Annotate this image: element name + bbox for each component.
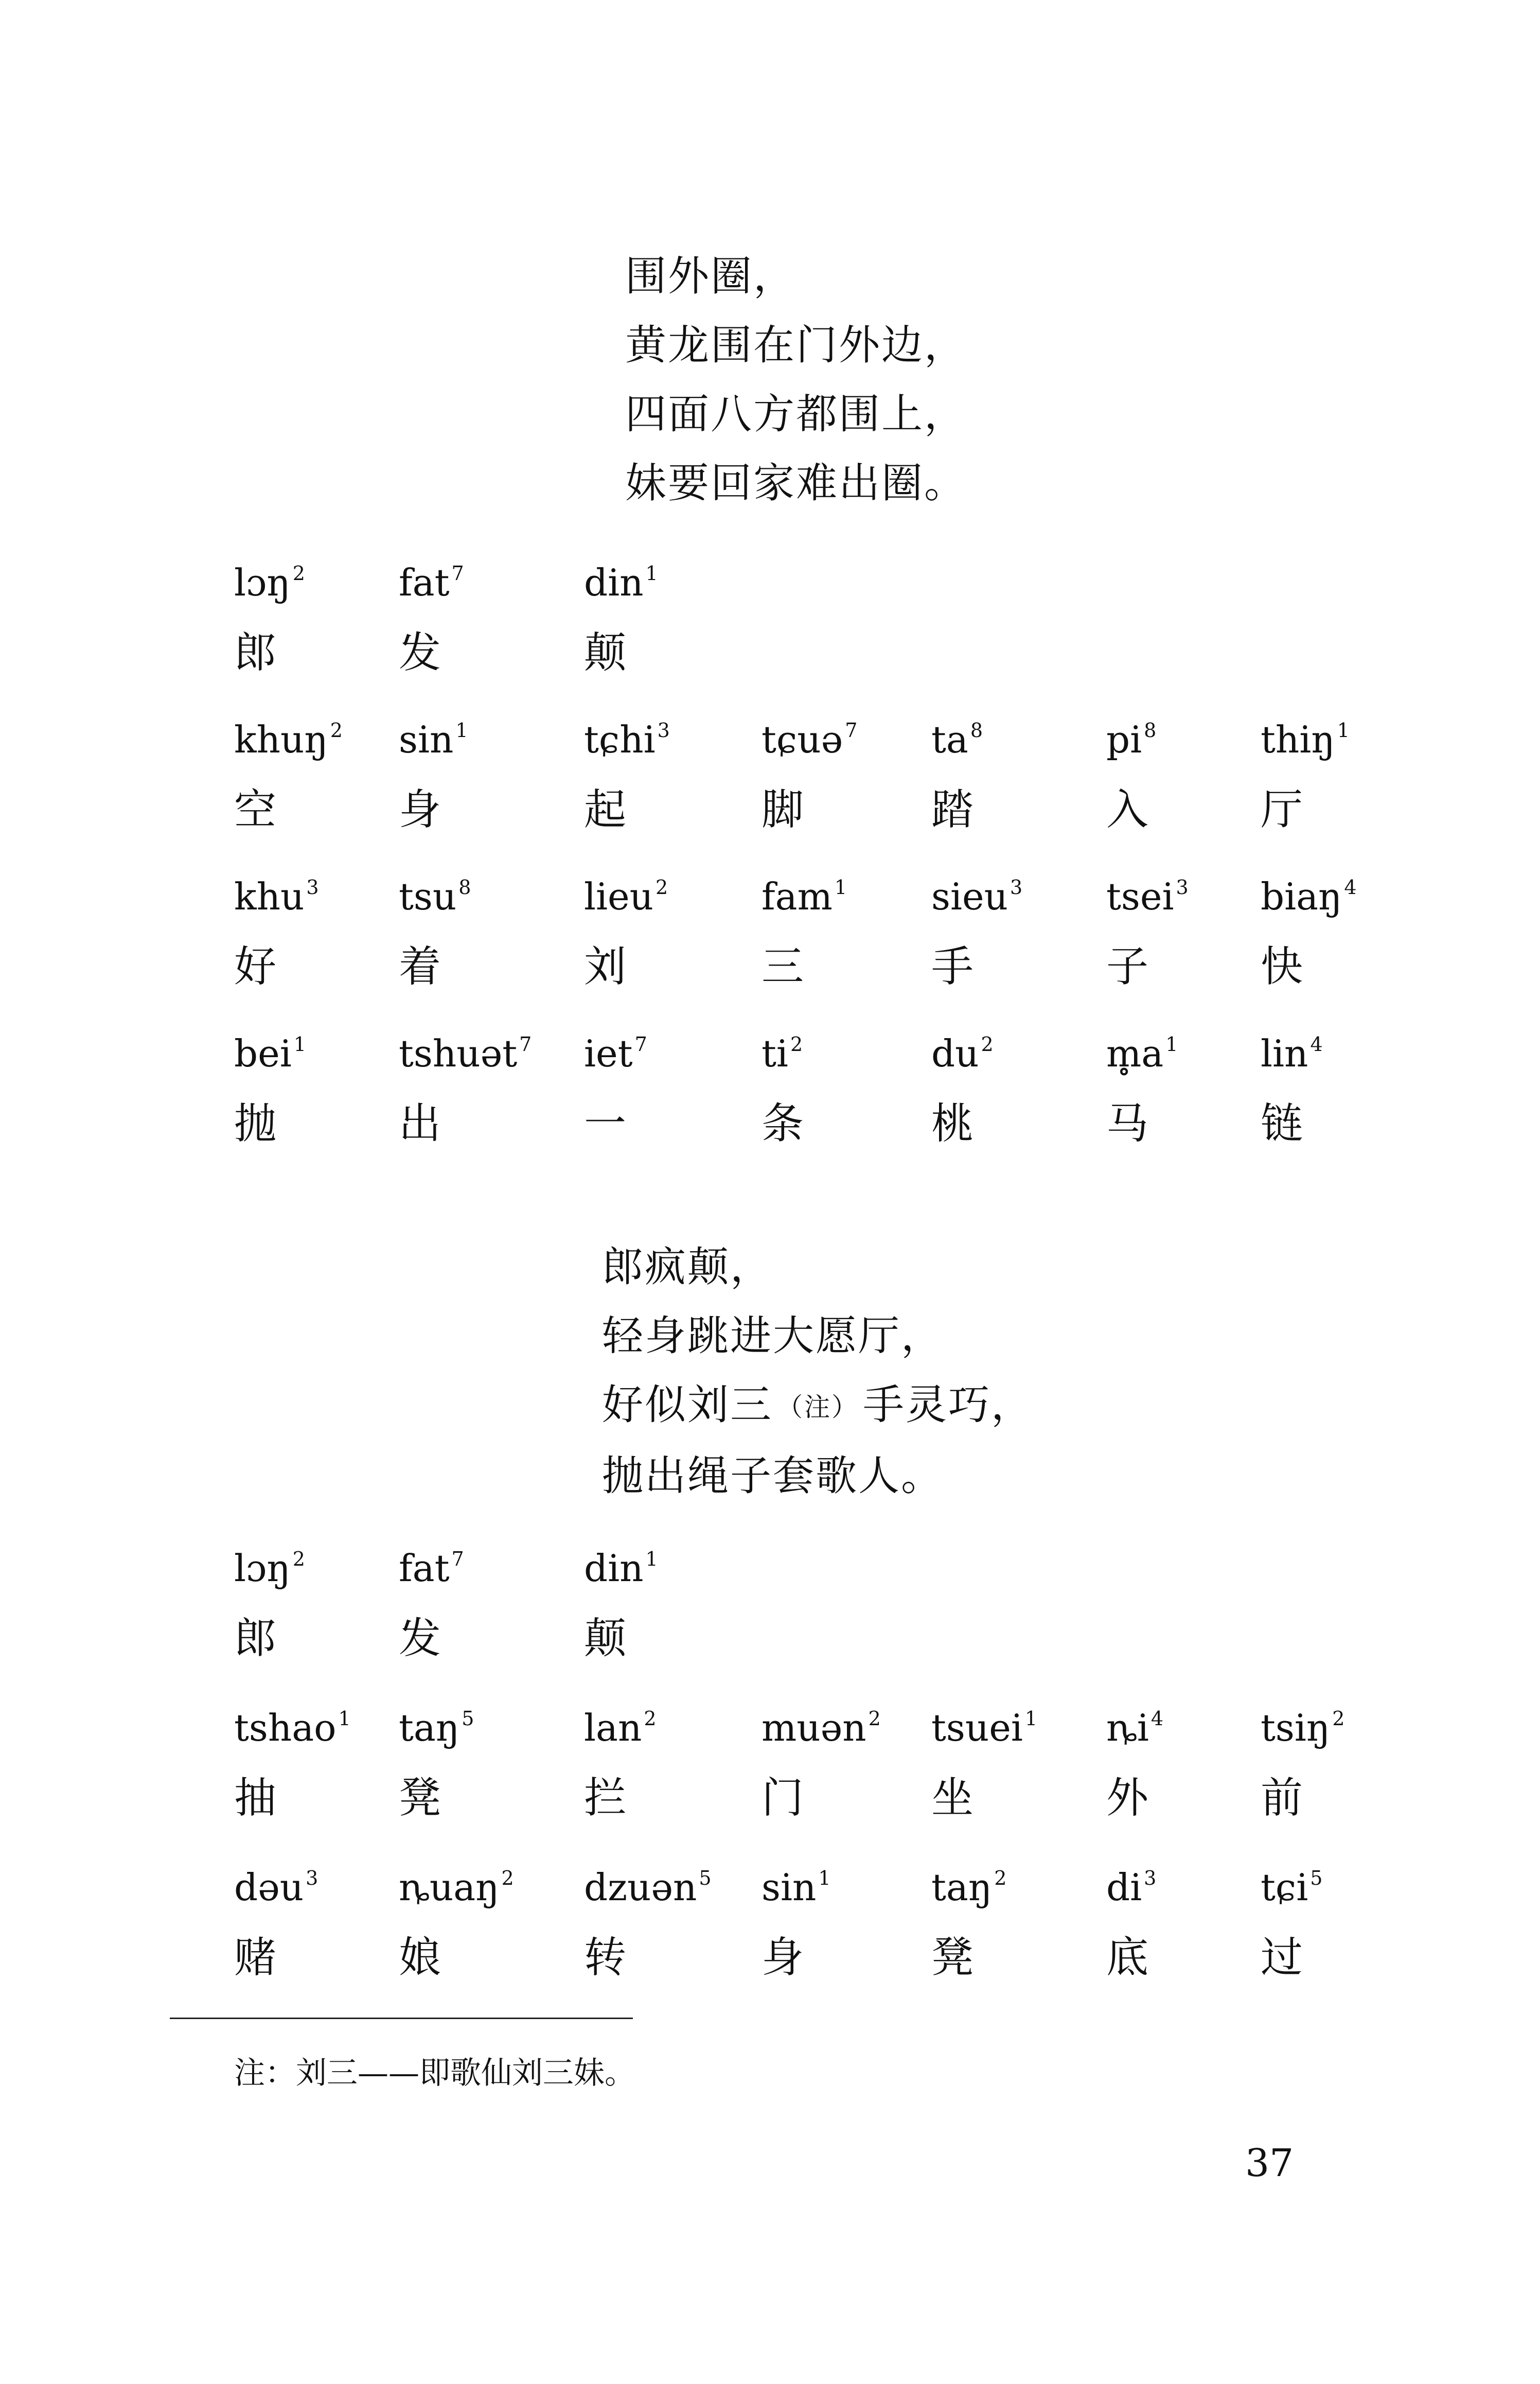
chinese-character: 门	[762, 1774, 804, 1822]
tone-number: 3	[1176, 876, 1189, 899]
chinese-character: 拦	[584, 1774, 627, 1822]
romanization	[399, 718, 468, 761]
tone-number: 2	[981, 1033, 994, 1056]
romanization	[762, 1706, 881, 1749]
tone-number: 2	[790, 1033, 803, 1056]
gloss-pair	[399, 561, 464, 677]
chinese-character: 娘	[399, 1933, 441, 1982]
gloss-pair	[234, 718, 343, 834]
romanization	[1261, 1866, 1323, 1909]
gloss-pair	[234, 1032, 306, 1148]
tone-number: 8	[458, 876, 471, 899]
romanization-syllable: lɔŋ	[234, 561, 291, 604]
chinese-character: 起	[584, 785, 627, 834]
verse-text: 手灵巧，	[863, 1381, 1034, 1429]
gloss-pair	[234, 1547, 305, 1663]
chinese-character: 厅	[1261, 785, 1303, 834]
chinese-character: 桃	[931, 1099, 974, 1148]
gloss-pair	[234, 561, 305, 677]
chinese-character: 颠	[584, 628, 627, 677]
gloss-pair	[234, 1706, 351, 1822]
tone-number: 3	[657, 719, 670, 742]
gloss-pair	[584, 1706, 657, 1822]
tone-number: 2	[868, 1707, 881, 1730]
gloss-pair	[762, 875, 847, 991]
chinese-character: 外	[1106, 1774, 1149, 1822]
romanization-syllable: tshuət	[399, 1032, 518, 1075]
gloss-row	[0, 1866, 1540, 1982]
gloss-pair	[1106, 718, 1157, 834]
romanization-syllable: tsei	[1106, 875, 1174, 918]
romanization-syllable: thiŋ	[1261, 718, 1335, 761]
footnote-divider	[170, 2018, 633, 2019]
tone-number: 3	[306, 876, 319, 899]
chinese-character: 条	[762, 1099, 804, 1148]
romanization	[762, 875, 847, 918]
romanization	[234, 875, 319, 918]
verse-2	[602, 1233, 1034, 1511]
romanization-syllable: dəu	[234, 1866, 304, 1909]
gloss-pair	[1261, 1706, 1345, 1822]
romanization	[1106, 1706, 1164, 1749]
romanization	[931, 718, 983, 761]
romanization-syllable: tɕuə	[762, 718, 843, 761]
romanization-syllable: biaŋ	[1261, 875, 1342, 918]
romanization	[1261, 1032, 1323, 1075]
tone-number: 2	[501, 1867, 514, 1889]
romanization	[234, 1866, 318, 1909]
romanization	[1261, 875, 1357, 918]
romanization	[931, 875, 1023, 918]
tone-number: 5	[699, 1867, 712, 1889]
gloss-pair	[762, 1706, 881, 1822]
romanization	[762, 1866, 831, 1909]
gloss-pair	[399, 1547, 464, 1663]
romanization	[1106, 718, 1157, 761]
romanization	[399, 1547, 464, 1590]
romanization	[234, 718, 343, 761]
tone-number: 2	[644, 1707, 657, 1730]
romanization-syllable: din	[584, 1547, 644, 1590]
chinese-character: 子	[1106, 942, 1149, 991]
tone-number: 1	[338, 1707, 351, 1730]
gloss-pair	[584, 1866, 712, 1982]
romanization-syllable: muən	[762, 1706, 866, 1749]
chinese-character: 发	[399, 1614, 441, 1663]
romanization	[399, 1866, 514, 1909]
romanization	[584, 718, 670, 761]
gloss-pair	[931, 1866, 1007, 1982]
romanization	[584, 875, 668, 918]
chinese-character: 前	[1261, 1774, 1303, 1822]
romanization	[584, 1706, 657, 1749]
romanization	[234, 1706, 351, 1749]
gloss-pair	[931, 1032, 994, 1148]
chinese-character: 马	[1106, 1099, 1149, 1148]
gloss-pair	[234, 875, 319, 991]
verse-line: 妹要回家难出圈。	[625, 459, 967, 507]
tone-number: 2	[330, 719, 343, 742]
chinese-character: 赌	[234, 1933, 277, 1982]
chinese-character: 郎	[234, 628, 277, 677]
chinese-character: 身	[399, 785, 441, 834]
tone-number: 5	[1310, 1867, 1323, 1889]
chinese-character: 三	[762, 942, 804, 991]
romanization	[399, 561, 464, 604]
gloss-pair	[399, 718, 468, 834]
gloss-pair	[762, 1032, 804, 1148]
tone-number: 8	[1144, 719, 1157, 742]
romanization-syllable: sin	[399, 718, 454, 761]
romanization	[234, 1547, 305, 1590]
gloss-pair	[399, 1706, 474, 1822]
chinese-character: 转	[584, 1933, 627, 1982]
gloss-pair	[931, 1706, 1038, 1822]
romanization-syllable: tɕi	[1261, 1866, 1308, 1909]
romanization	[234, 1032, 306, 1075]
gloss-pair	[584, 1547, 658, 1663]
gloss-pair	[1261, 1866, 1323, 1982]
tone-number: 1	[818, 1867, 831, 1889]
romanization	[1261, 1706, 1345, 1749]
romanization	[1106, 875, 1189, 918]
tone-number: 7	[845, 719, 858, 742]
romanization	[931, 1706, 1038, 1749]
chinese-character: 身	[762, 1933, 804, 1982]
gloss-pair	[1261, 718, 1350, 834]
gloss-pair	[1106, 1866, 1157, 1982]
tone-number: 2	[994, 1867, 1007, 1889]
romanization-syllable: dzuən	[584, 1866, 697, 1909]
romanization	[234, 561, 305, 604]
tone-number: 4	[1344, 876, 1357, 899]
romanization-syllable: taŋ	[399, 1706, 460, 1749]
verse-line: 抛出绳子套歌人。	[602, 1452, 944, 1500]
romanization	[399, 875, 471, 918]
chinese-character: 踏	[931, 785, 974, 834]
gloss-pair	[762, 1866, 831, 1982]
romanization-syllable: tshao	[234, 1706, 337, 1749]
romanization-syllable: lieu	[584, 875, 654, 918]
tone-number: 2	[1332, 1707, 1345, 1730]
romanization-syllable: pi	[1106, 718, 1142, 761]
romanization-syllable: lan	[584, 1706, 642, 1749]
tone-number: 7	[451, 562, 464, 585]
romanization-syllable: fat	[399, 561, 450, 604]
gloss-pair	[1261, 875, 1357, 991]
chinese-character: 发	[399, 628, 441, 677]
tone-number: 3	[1010, 876, 1023, 899]
romanization	[399, 1706, 474, 1749]
romanization	[931, 1866, 1007, 1909]
tone-number: 1	[645, 1548, 658, 1570]
romanization-syllable: iet	[584, 1032, 633, 1075]
gloss-pair	[1106, 875, 1189, 991]
chinese-character: 一	[584, 1099, 627, 1148]
tone-number: 7	[634, 1033, 647, 1056]
romanization-syllable: lin	[1261, 1032, 1308, 1075]
verse-line: 轻身跳进大愿厅，	[602, 1312, 944, 1360]
page-number: 37	[1245, 2141, 1294, 2185]
verse-line: 黄龙围在门外边，	[625, 321, 967, 369]
romanization-syllable: sin	[762, 1866, 817, 1909]
chinese-character: 过	[1261, 1933, 1303, 1982]
gloss-pair	[1106, 1032, 1178, 1148]
gloss-pair	[931, 875, 1023, 991]
chinese-character: 链	[1261, 1099, 1303, 1148]
romanization-syllable: du	[931, 1032, 979, 1075]
gloss-row	[0, 1547, 1540, 1663]
tone-number: 1	[293, 1033, 306, 1056]
romanization-syllable: fat	[399, 1547, 450, 1590]
romanization-syllable: m̥a	[1106, 1032, 1164, 1075]
verse-line	[602, 1371, 1034, 1442]
verse-1	[625, 242, 967, 518]
chinese-character: 空	[234, 785, 277, 834]
romanization-syllable: fam	[762, 875, 833, 918]
romanization	[584, 1032, 647, 1075]
chinese-character: 坐	[931, 1774, 974, 1822]
chinese-character: 抽	[234, 1774, 277, 1822]
gloss-pair	[399, 1866, 514, 1982]
footnote: 注：刘三——即歌仙刘三妹。	[234, 2055, 635, 2091]
chinese-character: 着	[399, 942, 441, 991]
romanization-syllable: di	[1106, 1866, 1142, 1909]
romanization-syllable: sieu	[931, 875, 1008, 918]
romanization	[1106, 1866, 1157, 1909]
verse-line: 郎疯颠，	[602, 1243, 773, 1291]
tone-number: 2	[292, 1548, 305, 1570]
romanization-syllable: lɔŋ	[234, 1547, 291, 1590]
chinese-character: 好	[234, 942, 277, 991]
tone-number: 3	[1144, 1867, 1157, 1889]
tone-number: 5	[462, 1707, 474, 1730]
tone-number: 1	[645, 562, 658, 585]
gloss-pair	[1261, 1032, 1323, 1148]
tone-number: 8	[970, 719, 983, 742]
romanization	[931, 1032, 994, 1075]
chinese-character: 出	[399, 1099, 441, 1148]
tone-number: 2	[656, 876, 668, 899]
romanization-syllable: ta	[931, 718, 968, 761]
chinese-character: 入	[1106, 785, 1149, 834]
chinese-character: 脚	[762, 785, 804, 834]
romanization	[584, 1866, 712, 1909]
chinese-character: 抛	[234, 1099, 277, 1148]
chinese-character: 快	[1261, 942, 1303, 991]
romanization	[762, 718, 858, 761]
romanization	[762, 1032, 804, 1075]
chinese-character: 底	[1106, 1933, 1149, 1982]
gloss-pair	[584, 561, 658, 677]
romanization	[1106, 1032, 1178, 1075]
gloss-pair	[584, 875, 668, 991]
chinese-character: 颠	[584, 1614, 627, 1663]
tone-number: 7	[519, 1033, 532, 1056]
gloss-pair	[762, 718, 858, 834]
chinese-character: 刘	[584, 942, 627, 991]
romanization-syllable: ti	[762, 1032, 788, 1075]
verse-line: 围外圈，	[625, 252, 796, 300]
romanization	[1261, 718, 1350, 761]
tone-number: 2	[292, 562, 305, 585]
romanization-syllable: tsiŋ	[1261, 1706, 1331, 1749]
chinese-character: 郎	[234, 1614, 277, 1663]
romanization-syllable: taŋ	[931, 1866, 993, 1909]
gloss-pair	[931, 718, 983, 834]
romanization-syllable: din	[584, 561, 644, 604]
romanization-syllable: tɕhi	[584, 718, 656, 761]
gloss-pair	[1106, 1706, 1164, 1822]
tone-number: 1	[1337, 719, 1350, 742]
romanization-syllable: tsuei	[931, 1706, 1023, 1749]
chinese-character: 凳	[931, 1933, 974, 1982]
gloss-pair	[399, 1032, 532, 1148]
romanization	[584, 561, 658, 604]
romanization	[584, 1547, 658, 1590]
romanization-syllable: bei	[234, 1032, 292, 1075]
tone-number: 4	[1150, 1707, 1164, 1730]
romanization-syllable: khu	[234, 875, 305, 918]
romanization-syllable: ȵuaŋ	[399, 1866, 500, 1909]
romanization	[399, 1032, 532, 1075]
verse-line: 四面八方都围上，	[625, 390, 967, 438]
tone-number: 1	[1165, 1033, 1178, 1056]
verse-text: 好似刘三	[602, 1381, 773, 1429]
tone-number: 1	[455, 719, 468, 742]
tone-number: 4	[1310, 1033, 1323, 1056]
gloss-pair	[399, 875, 471, 991]
tone-number: 3	[306, 1867, 318, 1889]
romanization-syllable: ȵi	[1106, 1706, 1149, 1749]
gloss-pair	[584, 1032, 647, 1148]
gloss-pair	[584, 718, 670, 834]
romanization-syllable: tsu	[399, 875, 457, 918]
gloss-pair	[234, 1866, 318, 1982]
chinese-character: 手	[931, 942, 974, 991]
tone-number: 7	[451, 1548, 464, 1570]
note-reference: （注）	[777, 1392, 859, 1422]
tone-number: 1	[834, 876, 847, 899]
tone-number: 1	[1024, 1707, 1038, 1730]
romanization-syllable: khuŋ	[234, 718, 328, 761]
chinese-character: 凳	[399, 1774, 441, 1822]
